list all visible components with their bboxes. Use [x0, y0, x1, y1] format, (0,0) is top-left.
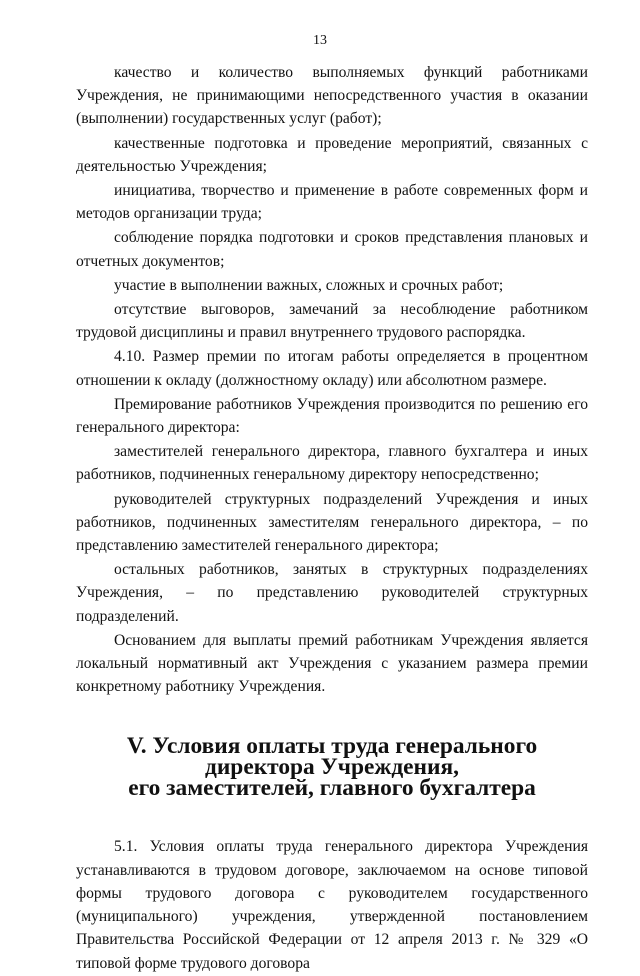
paragraph-clause-5-1: 5.1. Условия оплаты труда генерального директора Учреждения устанавливаются в трудовом договоре, заключаемом на основе типовой формы трудового договора с руководителем государственного (муниципального) учреждения, утвержденной постановлением Правительства Российской Федерации от 12 апреля 2013 г. № 329 «О типовой форме трудового договора — [76, 838, 588, 972]
paragraph: остальных работников, занятых в структурных подразделениях Учреждения, – по представлению руководителей структурных подразделений. — [76, 561, 588, 625]
paragraph: соблюдение порядка подготовки и сроков представления плановых и отчетных документов; — [76, 229, 588, 270]
paragraph: участие в выполнении важных, сложных и срочных работ; — [114, 276, 504, 294]
paragraph: качественные подготовка и проведение мероприятий, связанных с деятельностью Учреждения; — [76, 134, 588, 175]
paragraph: инициатива, творчество и применение в работе современных форм и методов организации труда; — [76, 182, 588, 223]
section-heading — [76, 699, 588, 835]
document-body — [76, 61, 588, 976]
paragraph: Премирование работников Учреждения производится по решению его генерального директора: — [76, 395, 588, 437]
section-heading-line-2: его заместителей, главного бухгалтера — [128, 775, 536, 802]
page-number: 13 — [313, 33, 327, 48]
paragraph-clause-4-10: 4.10. Размер премии по итогам работы определяется в процентном отношении к окладу (должностному окладу) или абсолютном размере. — [76, 348, 588, 389]
paragraph: заместителей генерального директора, главного бухгалтера и иных работников, подчиненных генеральному директору непосредственно; — [76, 443, 588, 484]
section-heading-line-1: V. Условия оплаты труда генерального директора Учреждения, — [126, 733, 538, 781]
paragraph: Основанием для выплаты премий работникам Учреждения является локальный нормативный акт Учреждения с указанием размера премии конкретному работнику Учреждения. — [76, 631, 588, 696]
paragraph: отсутствие выговоров, замечаний за несоблюдение работником трудовой дисциплины и правил внутреннего трудового распорядка. — [76, 301, 588, 342]
paragraph: руководителей структурных подразделений Учреждения и иных работников, подчиненных заместителям генерального директора, – по представлению заместителей генерального директора; — [76, 490, 588, 555]
paragraph: качество и количество выполняемых функций работниками Учреждения, не принимающими непосредственного участия в оказании (выполнении) государственных услуг (работ); — [76, 64, 588, 128]
